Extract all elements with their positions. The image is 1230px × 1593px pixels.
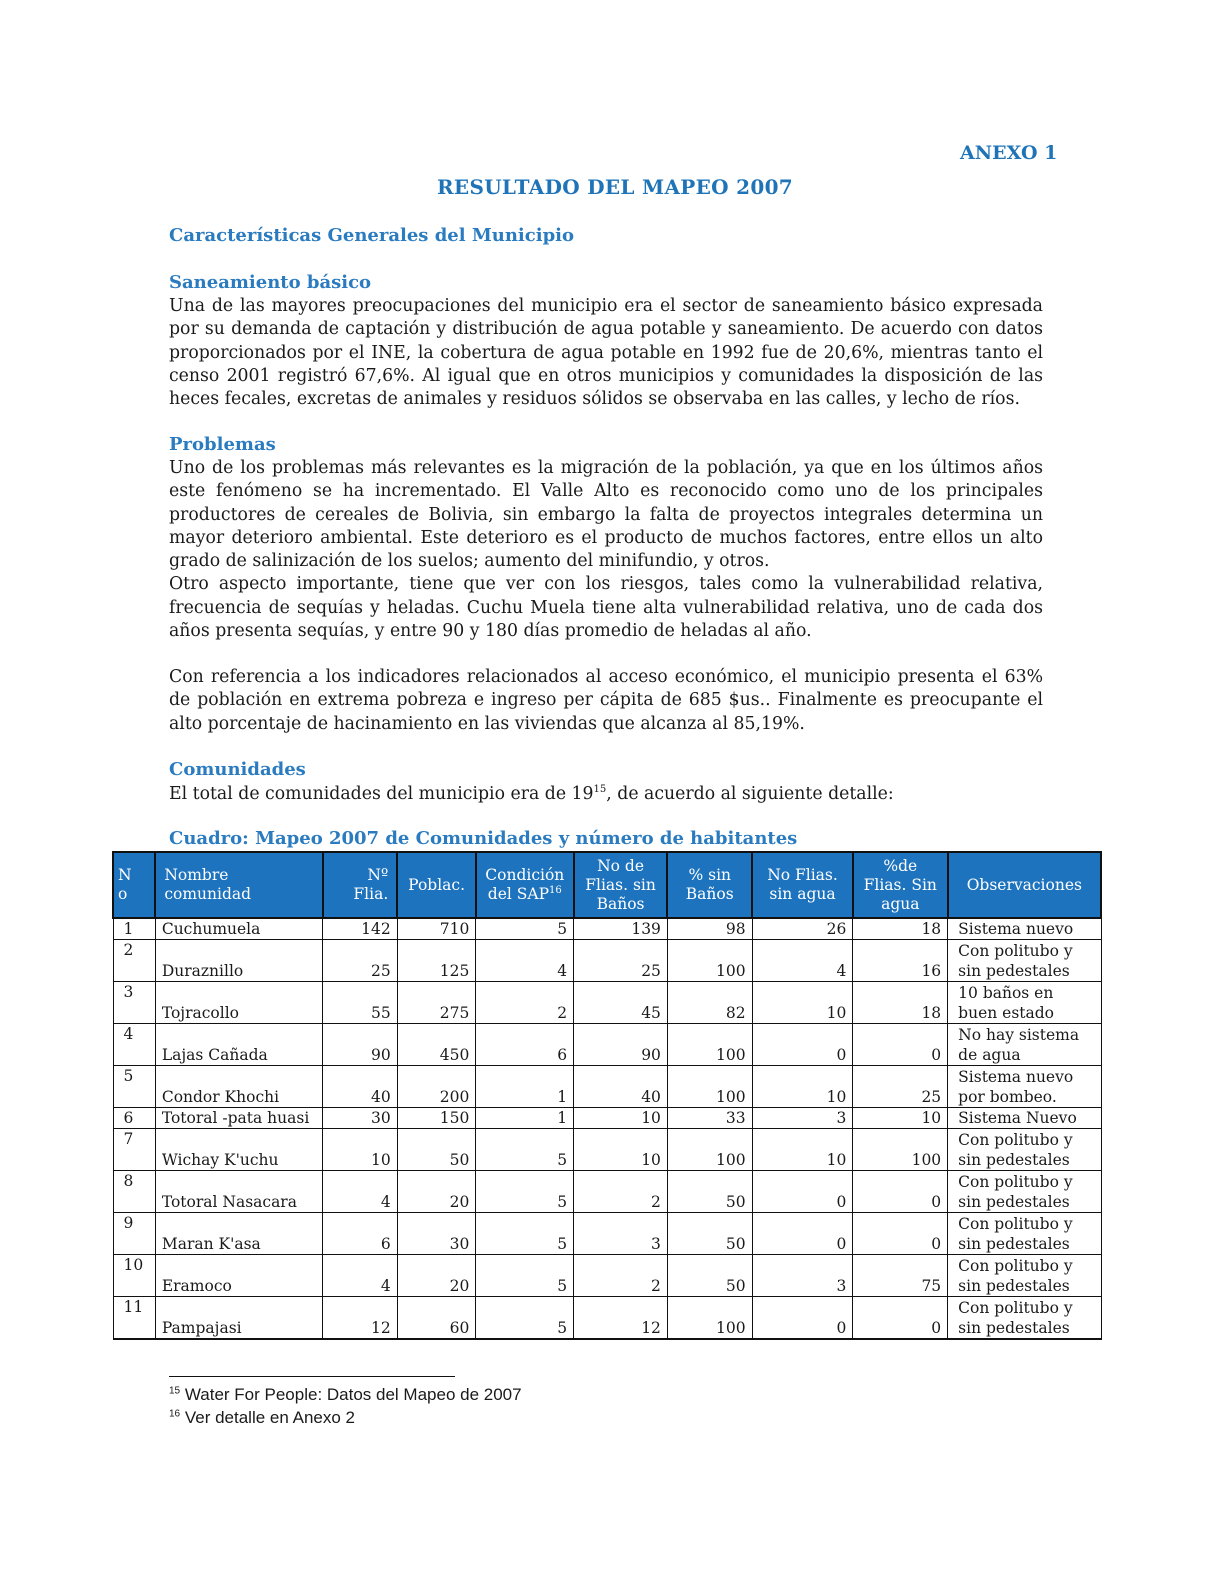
col-header-nombre: Nombre comunidad [155, 852, 322, 918]
cell-sap: 5 [476, 1129, 574, 1171]
table-caption: Cuadro: Mapeo 2007 de Comunidades y número de habitantes [169, 828, 798, 849]
cell-sin-agua: 3 [752, 1255, 853, 1297]
cell-sin-banos: 2 [574, 1171, 668, 1213]
cell-poblac: 30 [397, 1213, 476, 1255]
cell-poblac: 20 [397, 1171, 476, 1213]
comunidades-text-before: El total de comunidades del municipio era de 19 [169, 784, 594, 804]
cell-no: 10 [113, 1255, 155, 1297]
cell-flia: 12 [323, 1297, 398, 1340]
cell-pct-banos: 100 [667, 1129, 752, 1171]
cell-sin-agua: 0 [752, 1024, 853, 1066]
cell-poblac: 710 [397, 918, 476, 940]
col-header-pct-agua: %de Flias. Sin agua [853, 852, 948, 918]
general-heading: Características Generales del Municipio [169, 225, 574, 246]
col-header-obs: Observaciones [948, 852, 1101, 918]
problemas-text-1: Uno de los problemas más relevantes es la migración de la población, ya que en los últimos años este fenómeno se ha incrementado. El Valle Alto es reconocido como uno de los principales productores de cereales de Bolivia, sin embargo la falta de proyectos integrales determina un mayor deterioro ambiental. Este deterioro es el producto de muchos factores, entre ellos un alto grado de salinización de los suelos; aumento del minifundio, y otros. [169, 458, 1043, 572]
cell-no: 6 [113, 1108, 155, 1129]
cell-sin-agua: 0 [752, 1171, 853, 1213]
table-header-row [113, 852, 1101, 918]
cell-sap: 5 [476, 1255, 574, 1297]
cell-pct-agua: 10 [853, 1108, 948, 1129]
col-header-no: N o [113, 852, 155, 918]
cell-flia: 10 [323, 1129, 398, 1171]
cell-sin-banos: 25 [574, 940, 668, 982]
table-row [113, 1171, 1101, 1213]
footnote-16: $^{16}$ Ver detalle en Anexo 2 [169, 1408, 355, 1427]
cell-flia: 90 [323, 1024, 398, 1066]
cell-obs: Sistema Nuevo [948, 1108, 1101, 1129]
footnote-divider [169, 1376, 455, 1377]
annex-label: ANEXO 1 [960, 142, 1058, 164]
economia-text: Con referencia a los indicadores relacionados al acceso económico, el municipio presenta el 63% de población en extrema pobreza e ingreso per cápita de 685 $us.. Finalmente es preocupante el alto porcentaje de hacinamiento en las viviendas que alcanza al 85,19%. [169, 667, 1043, 734]
cell-no: 8 [113, 1171, 155, 1213]
cell-obs: Con politubo y sin pedestales [948, 940, 1101, 982]
cell-no: 7 [113, 1129, 155, 1171]
table-row [113, 1297, 1101, 1340]
cell-pct-agua: 25 [853, 1066, 948, 1108]
col-header-sin-agua: No Flias. sin agua [752, 852, 853, 918]
cell-sin-banos: 45 [574, 982, 668, 1024]
comunidades-heading: Comunidades [169, 759, 306, 780]
cell-poblac: 125 [397, 940, 476, 982]
cell-nombre: Duraznillo [155, 940, 322, 982]
footnote-ref-15: 15 [593, 784, 607, 796]
cell-sin-banos: 10 [574, 1129, 668, 1171]
problemas-heading: Problemas [169, 434, 276, 455]
cell-flia: 30 [323, 1108, 398, 1129]
cell-pct-banos: 33 [667, 1108, 752, 1129]
cell-no: 1 [113, 918, 155, 940]
cell-sap: 6 [476, 1024, 574, 1066]
cell-poblac: 20 [397, 1255, 476, 1297]
cell-sap: 1 [476, 1066, 574, 1108]
saneamiento-text: Una de las mayores preocupaciones del municipio era el sector de saneamiento básico expresada por su demanda de captación y distribución de agua potable y saneamiento. De acuerdo con datos proporcionados por el INE, la cobertura de agua potable en 1992 fue de 20,6%, mientras tanto el censo 2001 registró 67,6%. Al igual que en otros municipios y comunidades la disposición de las heces fecales, excretas de animales y residuos sólidos se observaba en las calles, y lecho de ríos. [169, 296, 1043, 410]
cell-no: 2 [113, 940, 155, 982]
cell-sin-agua: 10 [752, 1129, 853, 1171]
comunidades-paragraph [169, 783, 1043, 806]
table-row [113, 1213, 1101, 1255]
cell-no: 4 [113, 1024, 155, 1066]
cell-sin-agua: 0 [752, 1297, 853, 1340]
cell-obs: 10 baños en buen estado [948, 982, 1101, 1024]
cell-sin-agua: 3 [752, 1108, 853, 1129]
cell-pct-agua: 75 [853, 1255, 948, 1297]
cell-pct-agua: 0 [853, 1297, 948, 1340]
cell-obs: No hay sistema de agua [948, 1024, 1101, 1066]
cell-poblac: 275 [397, 982, 476, 1024]
comunidades-text-after: , de acuerdo al siguiente detalle: [606, 784, 894, 804]
cell-pct-banos: 50 [667, 1171, 752, 1213]
cell-pct-banos: 82 [667, 982, 752, 1024]
table-row [113, 1066, 1101, 1108]
cell-flia: 4 [323, 1255, 398, 1297]
cell-pct-agua: 18 [853, 918, 948, 940]
cell-nombre: Totoral -pata huasi [155, 1108, 322, 1129]
cell-nombre: Eramoco [155, 1255, 322, 1297]
cell-obs: Sistema nuevo por bombeo. [948, 1066, 1101, 1108]
cell-pct-agua: 100 [853, 1129, 948, 1171]
cell-no: 5 [113, 1066, 155, 1108]
cell-sin-banos: 40 [574, 1066, 668, 1108]
cell-poblac: 50 [397, 1129, 476, 1171]
cell-sap: 2 [476, 982, 574, 1024]
cell-obs: Con politubo y sin pedestales [948, 1255, 1101, 1297]
cell-pct-agua: 0 [853, 1171, 948, 1213]
cell-nombre: Maran K'asa [155, 1213, 322, 1255]
cell-sap: 1 [476, 1108, 574, 1129]
cell-nombre: Wichay K'uchu [155, 1129, 322, 1171]
cell-pct-agua: 0 [853, 1024, 948, 1066]
cell-obs: Con politubo y sin pedestales [948, 1213, 1101, 1255]
cell-sin-agua: 10 [752, 1066, 853, 1108]
economia-paragraph [169, 666, 1043, 736]
cell-poblac: 150 [397, 1108, 476, 1129]
cell-poblac: 450 [397, 1024, 476, 1066]
cell-sap: 4 [476, 940, 574, 982]
cell-nombre: Cuchumuela [155, 918, 322, 940]
cell-sap: 5 [476, 918, 574, 940]
cell-pct-banos: 98 [667, 918, 752, 940]
cell-sin-agua: 4 [752, 940, 853, 982]
table-row [113, 918, 1101, 940]
col-header-pct-banos: % sin Baños [667, 852, 752, 918]
cell-sap: 5 [476, 1297, 574, 1340]
cell-pct-banos: 100 [667, 1024, 752, 1066]
cell-sin-banos: 2 [574, 1255, 668, 1297]
cell-sin-agua: 0 [752, 1213, 853, 1255]
cell-flia: 40 [323, 1066, 398, 1108]
col-header-sap: Condición del SAP$^{16}$ [476, 852, 574, 918]
cell-pct-agua: 0 [853, 1213, 948, 1255]
cell-obs: Sistema nuevo [948, 918, 1101, 940]
cell-no: 3 [113, 982, 155, 1024]
cell-flia: 6 [323, 1213, 398, 1255]
cell-sin-banos: 3 [574, 1213, 668, 1255]
table-row [113, 1108, 1101, 1129]
col-header-sin-banos: No de Flias. sin Baños [574, 852, 668, 918]
cell-nombre: Lajas Cañada [155, 1024, 322, 1066]
saneamiento-heading: Saneamiento básico [169, 272, 372, 293]
cell-pct-agua: 16 [853, 940, 948, 982]
table-row [113, 1024, 1101, 1066]
table-row [113, 940, 1101, 982]
cell-poblac: 200 [397, 1066, 476, 1108]
table-row [113, 982, 1101, 1024]
page-title: RESULTADO DEL MAPEO 2007 [436, 175, 794, 199]
cell-obs: Con politubo y sin pedestales [948, 1129, 1101, 1171]
col-header-poblac: Poblac. [397, 852, 476, 918]
cell-flia: 4 [323, 1171, 398, 1213]
table-row [113, 1255, 1101, 1297]
cell-flia: 55 [323, 982, 398, 1024]
cell-pct-banos: 100 [667, 1297, 752, 1340]
col-header-flia: Nº Flia. [323, 852, 398, 918]
cell-flia: 25 [323, 940, 398, 982]
cell-sin-banos: 10 [574, 1108, 668, 1129]
cell-sin-agua: 10 [752, 982, 853, 1024]
cell-nombre: Tojracollo [155, 982, 322, 1024]
cell-no: 11 [113, 1297, 155, 1340]
saneamiento-paragraph [169, 295, 1043, 411]
cell-pct-banos: 50 [667, 1213, 752, 1255]
cell-obs: Con politubo y sin pedestales [948, 1297, 1101, 1340]
cell-nombre: Totoral Nasacara [155, 1171, 322, 1213]
cell-sin-banos: 90 [574, 1024, 668, 1066]
cell-pct-agua: 18 [853, 982, 948, 1024]
cell-nombre: Condor Khochi [155, 1066, 322, 1108]
cell-pct-banos: 100 [667, 940, 752, 982]
cell-sin-agua: 26 [752, 918, 853, 940]
footnote-15: $^{15}$ Water For People: Datos del Mapeo de 2007 [169, 1385, 522, 1404]
cell-sap: 5 [476, 1171, 574, 1213]
table-row [113, 1129, 1101, 1171]
cell-sin-banos: 139 [574, 918, 668, 940]
communities-table [112, 851, 1102, 1340]
cell-nombre: Pampajasi [155, 1297, 322, 1340]
cell-pct-banos: 50 [667, 1255, 752, 1297]
cell-obs: Con politubo y sin pedestales [948, 1171, 1101, 1213]
cell-poblac: 60 [397, 1297, 476, 1340]
cell-flia: 142 [323, 918, 398, 940]
problemas-text-2: Otro aspecto importante, tiene que ver con los riesgos, tales como la vulnerabilidad relativa, frecuencia de sequías y heladas. Cuchu Muela tiene alta vulnerabilidad relativa, uno de cada dos años presenta sequías, y entre 90 y 180 días promedio de heladas al año. [169, 574, 1043, 642]
cell-no: 9 [113, 1213, 155, 1255]
problemas-paragraph [169, 457, 1043, 643]
cell-pct-banos: 100 [667, 1066, 752, 1108]
cell-sap: 5 [476, 1213, 574, 1255]
cell-sin-banos: 12 [574, 1297, 668, 1340]
